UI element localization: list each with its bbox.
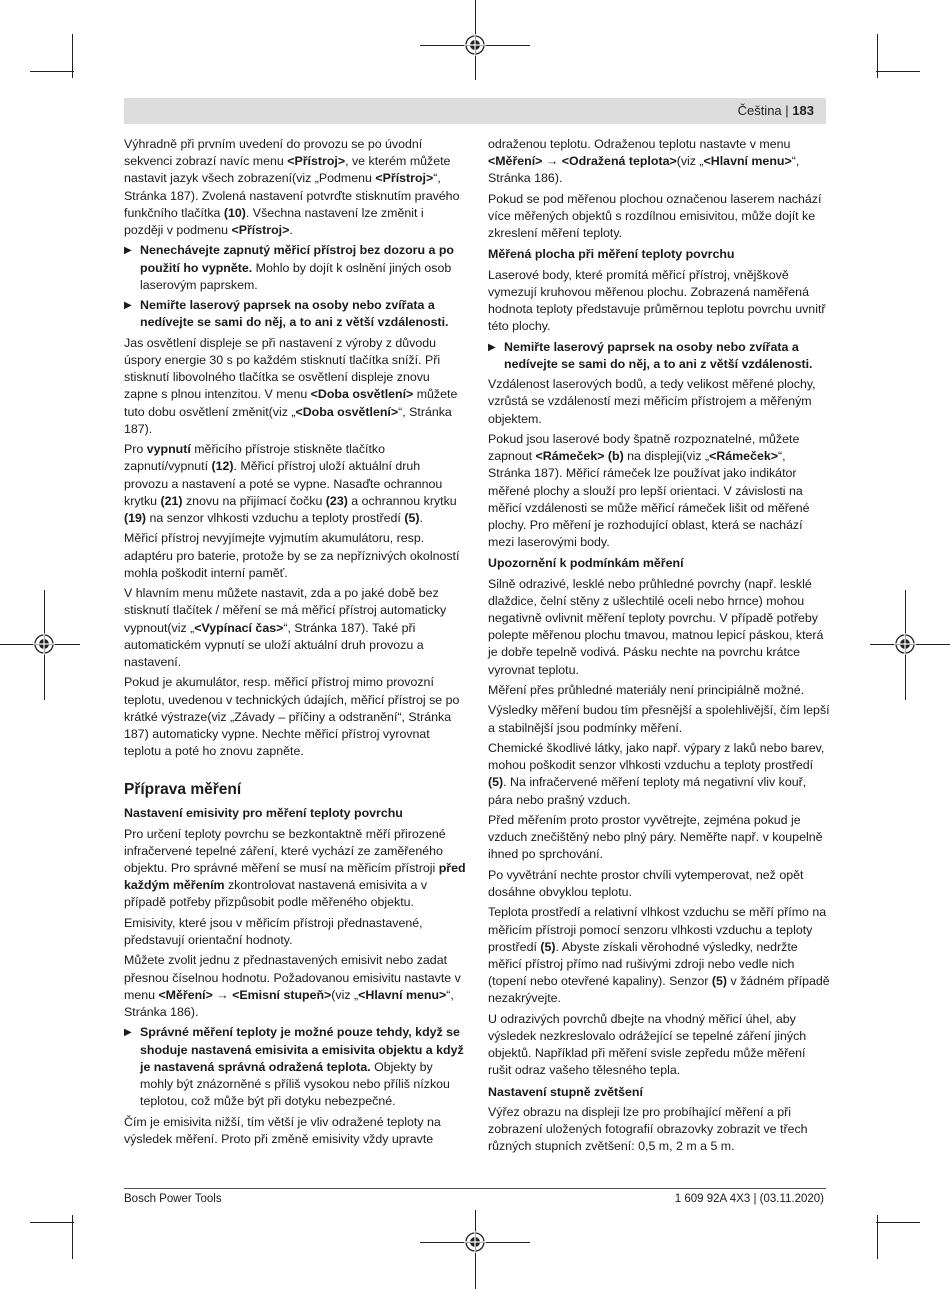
text-run: Emisivity, které jsou v měřicím přístroji přednastavené, představují orientační hodnoty. <box>124 915 423 948</box>
bold-text: Nenechávejte zapnutý měřicí přístroj bez dozoru a po použití ho vypněte. <box>140 243 454 275</box>
text-run: a ochrannou krytku <box>347 493 457 508</box>
text-run: “, Stránka 186). <box>124 987 454 1020</box>
text-run: Vzdálenost laserových bodů, a tedy velikost měřené plochy, vzrůstá se vzdáleností mezi měřicím přístrojem a měřeným objektem. <box>488 377 816 426</box>
paragraph <box>488 682 830 699</box>
text-run: Silně odrazivé, lesklé nebo průhledné povrchy (např. lesklé dlaždice, čelní stěny z ušlechtilé oceli nebo hrnce) mohou negativně ovlivnit měření teploty povrchu. V případě potřeby polepte měřenou plochu tmavou, matnou lepicí páskou, která je dobře tepelně vodivá. Pásku nechte na povrchu krátce vyrovnat teplotu. <box>488 576 824 677</box>
bold-text: <Doba osvětlení> <box>310 387 414 402</box>
text-run: Před měřením proto prostor vyvětrejte, zejména pokud je vzduch znečištěný nebo plný páry. Neměřte např. v koupelně ihned po sprchování. <box>488 813 823 862</box>
text-run: . Na infračervené měření teploty má negativní vliv kouř, pára nebo prašný vzduch. <box>488 775 807 807</box>
warning-bullet <box>124 297 466 331</box>
warning-bullet <box>488 339 830 373</box>
text-run: . Abyste získali věrohodné výsledky, nedržte měřicí přístroj přímo nad rušivými zdroji nebo vedle nich (topení nebo otevřené kapaliny). Senzor <box>488 939 798 989</box>
text-run: U odrazivých povrchů dbejte na vhodný měřicí úhel, aby výsledek nezkreslovalo odrážející se tepelné záření jiných objektů. Například při měření svisle zepředu může měření rušit odraz vašeho tělesného tepla. <box>488 1011 807 1078</box>
paragraph <box>488 267 830 336</box>
bullet-triangle-icon: ▶ <box>124 1027 132 1039</box>
text-run: Pokud se pod měřenou plochou označenou laserem nachází více měřených objektů s rozdílnou emisivitou, může dojít ke zkreslení měření teploty. <box>488 191 822 241</box>
text-run: Pokud je akumulátor, resp. měřicí přístroj mimo provozní teplotu, uvedenou v technických údajích, měřicí přístroj se po krátké výstraze(viz „Závady – příčiny a odstranění“, Stránka 187) automaticky vypne. Nechte měřicí přístroj vyrovnat teplotu a poté ho znovu zapněte. <box>124 675 460 759</box>
bold-text: <Přístroj> <box>375 171 434 186</box>
bold-text: <Vypínací čas> <box>194 620 284 635</box>
paragraph <box>488 702 830 736</box>
text-run: Po vyvětrání nechte prostor chvíli vytemperovat, než opět dosáhne obvyklou teplotu. <box>488 867 804 900</box>
text-run: Pro určení teploty povrchu se bezkontaktně měří přirozené infračervené tepelné záření, které vychází ze zaměřeného objektu. Pro správné měření se musí na měřicím přístroji <box>124 826 446 876</box>
text-run: Měřicí přístroj nevyjímejte vyjmutím akumulátoru, resp. adaptéru pro baterie, protože by se za nepříznivých okolností mohla poškodit interní paměť. <box>124 531 460 580</box>
footer-rule <box>124 1188 826 1189</box>
bold-text: (5) <box>488 775 504 790</box>
paragraph <box>488 191 830 243</box>
bold-text: (21) <box>160 493 183 508</box>
text-run: Měření přes průhledné materiály není principiálně možné. <box>488 683 805 698</box>
paragraph <box>488 904 830 1007</box>
section-heading: Příprava měření <box>124 781 242 799</box>
text-run: Jas osvětlení displeje se při nastavení z výroby z důvodu úspory energie 30 s po každém stisknutí tlačítka sníží. Při stisknutí libovolného tlačítka se osvětlení displeje znovu zapne s plnou intenzitou. V menu <box>124 335 441 402</box>
header-language: Čeština <box>737 103 782 118</box>
paragraph <box>124 952 466 1021</box>
text-run: . Měřicí přístroj uloží aktuální druh provozu a nastavení a poté se vypne. Nasaďte ochrannou krytku <box>124 459 443 508</box>
text-run: Laserové body, které promítá měřicí přístroj, vnějškově vymezují kruhovou měřenou plochu. Zobrazená naměřená hodnota teploty představuje průměrnou teplotu povrchu uvnitř této plochy. <box>488 267 826 334</box>
paragraph <box>124 136 466 239</box>
paragraph <box>488 431 830 551</box>
paragraph <box>488 376 830 428</box>
text-run: na displeji(viz „ <box>623 449 710 464</box>
paragraph <box>124 674 466 760</box>
bold-text: <Měření> <box>158 987 213 1002</box>
text-run: Výhradně při prvním uvedení do provozu se po úvodní sekvenci zobrazí navíc menu <box>124 137 423 169</box>
paragraph <box>488 576 830 679</box>
bullet-triangle-icon: ▶ <box>488 341 496 353</box>
paragraph <box>488 136 830 188</box>
text-run: Pro <box>124 442 147 457</box>
bold-text: (5) <box>540 939 556 954</box>
bold-text: (5) <box>404 511 420 526</box>
bold-text: Nemiřte laserový paprsek na osoby nebo zvířata a nedívejte se sami do něj, a to ani z větší vzdálenosti. <box>140 298 449 330</box>
bold-text: Správné měření teploty je možné pouze tehdy, když se shoduje nastavená emisivita a emisivita objektu a když je nastavená správná odražená teplota. <box>140 1025 464 1074</box>
text-run: . <box>289 223 293 238</box>
bold-text: <Emisní stupeň> <box>232 987 332 1002</box>
text-run: Mohlo by dojít k oslnění jiných osob laserovým paprskem. <box>140 260 452 292</box>
bold-text: <Odražená teplota> <box>561 154 677 169</box>
text-run: → <box>542 154 562 169</box>
text-run: Výřez obrazu na displeji lze pro probíhající měření a při zobrazení uložených fotografií obrazovky zobrazit ve třech různých stupních zvětšení: 0,5 m, 2 m a 5 m. <box>488 1104 808 1154</box>
registration-mark-icon <box>33 633 55 655</box>
subsection-heading: Měřená plocha při měření teploty povrchu <box>488 247 735 262</box>
bold-text: <Hlavní menu> <box>703 154 792 169</box>
text-run: na senzor vlhkosti vzduchu a teploty prostředí <box>146 511 405 526</box>
paragraph <box>124 915 466 949</box>
text-run: Objekty by mohly být znázorněné s příliš vysokou nebo příliš nízkou teplotou, což může být při dotyku nebezpečné. <box>140 1059 450 1109</box>
bold-text: (12) <box>211 459 234 474</box>
bold-text: <Přístroj> <box>287 154 346 169</box>
bold-text: vypnutí <box>146 442 191 457</box>
text-run: (viz „ <box>331 987 359 1002</box>
text-run: Teplota prostředí a relativní vlhkost vzduchu se měří přímo na měřicím přístroji pomocí senzoru vlhkosti vzduchu a teploty prostředí <box>488 905 827 954</box>
bold-text: Nemiřte laserový paprsek na osoby nebo zvířata a nedívejte se sami do něj, a to ani z větší vzdálenosti. <box>504 339 813 371</box>
paragraph <box>124 826 466 912</box>
crop-mark <box>876 71 920 72</box>
registration-mark-icon <box>464 34 486 56</box>
paragraph <box>488 867 830 901</box>
crop-mark <box>876 1222 920 1223</box>
text-run: znovu na přijímací čočku <box>182 493 326 508</box>
page-header-bar <box>124 98 826 124</box>
right-column <box>488 136 830 1159</box>
text-run: měřicího přístroje stiskněte tlačítko zapnutí/vypnutí <box>124 442 385 474</box>
text-run: Čím je emisivita nižší, tím větší je vliv odražené teploty na výsledek měření. Proto při změně emisivity vždy upravte <box>124 1114 441 1146</box>
paragraph <box>488 1104 830 1156</box>
registration-mark-icon <box>894 633 916 655</box>
paragraph <box>124 335 466 438</box>
text-run: Můžete zvolit jednu z přednastavených emisivit nebo zadat přesnou číselnou hodnotu. Požadovanou emisivitu nastavte v menu <box>124 953 461 1002</box>
text-run: “, Stránka 187). <box>124 404 452 436</box>
text-run: v žádném případě nezakrývejte. <box>488 974 830 1006</box>
text-run: odraženou teplotu. Odraženou teplotu nastavte v menu <box>488 137 791 151</box>
bold-text: <Doba osvětlení> <box>295 404 399 419</box>
left-column <box>124 136 466 1151</box>
header-separator: | <box>785 103 789 118</box>
text-run: . <box>419 511 423 526</box>
page-number: 183 <box>792 103 814 118</box>
text-run: Pokud jsou laserové body špatně rozpoznatelné, můžete zapnout <box>488 432 800 464</box>
bold-text: <Přístroj> <box>231 223 290 238</box>
text-run: . Všechna nastavení lze změnit i později v podmenu <box>124 205 424 238</box>
crop-mark <box>30 71 74 72</box>
footer-brand: Bosch Power Tools <box>124 1193 222 1205</box>
bold-text: (5) <box>711 974 728 989</box>
bold-text: <Rámeček> (b) <box>535 449 624 464</box>
warning-bullet <box>124 1024 466 1110</box>
bullet-triangle-icon: ▶ <box>124 300 132 312</box>
text-run: Výsledky měření budou tím přesnější a spolehlivější, čím lepší a stabilnější jsou podmínky měření. <box>488 703 830 735</box>
text-run: “, Stránka 186). <box>488 154 800 186</box>
registration-mark-icon <box>464 1231 486 1253</box>
footer-doc-id: 1 609 92A 4X3 | (03.11.2020) <box>674 1193 824 1205</box>
bold-text: (10) <box>223 205 246 220</box>
paragraph <box>124 441 466 527</box>
text-run: “, Stránka 187). Také při automatickém vypnutí se uloží aktuální druh provozu a nastavení. <box>124 620 424 670</box>
warning-bullet <box>124 242 466 294</box>
text-run: , ve kterém můžete nastavit jazyk všech zobrazení(viz „Podmenu <box>124 154 451 186</box>
paragraph <box>124 530 466 582</box>
text-run: můžete tuto dobu osvětlení změnit(viz „ <box>124 387 458 419</box>
bold-text: <Hlavní menu> <box>358 987 447 1002</box>
paragraph <box>488 1011 830 1080</box>
paragraph <box>124 1114 466 1148</box>
paragraph <box>488 740 830 809</box>
bold-text: <Rámeček> <box>709 449 778 464</box>
subsection-heading: Upozornění k podmínkám měření <box>488 556 684 571</box>
subsection-heading: Nastavení emisivity pro měření teploty povrchu <box>124 806 403 821</box>
text-run: “, Stránka 187). Měřicí rámeček lze používat jako indikátor měřené plochy a slouží pro lepší orientaci. V závislosti na měřicí vzdálenosti se může měřicí rámeček lišit od měřené plochy. Pro měření je rozhodující oblast, která se nachází mezi laserovými body. <box>488 449 810 550</box>
paragraph <box>488 812 830 864</box>
text-run: “, Stránka 187). Zvolená nastavení potvrďte stisknutím pravého funkčního tlačítka <box>124 171 460 220</box>
text-run: V hlavním menu můžete nastavit, zda a po jaké době bez stisknutí tlačítek / měření se má měřicí přístroj automaticky vypnout(viz „ <box>124 586 447 635</box>
crop-mark <box>30 1222 74 1223</box>
paragraph <box>124 585 466 671</box>
text-run: Chemické škodlivé látky, jako např. výpary z laků nebo barev, mohou poškodit senzor vlhkosti vzduchu a teploty prostředí <box>488 741 825 773</box>
text-run: → <box>212 987 233 1002</box>
page-header <box>738 103 814 119</box>
text-run: zkontrolovat nastavená emisivita a v případě potřeby přizpůsobit podle měřeného objektu. <box>124 878 428 910</box>
bullet-triangle-icon: ▶ <box>124 245 132 257</box>
bold-text: (23) <box>325 493 348 508</box>
subsection-heading: Nastavení stupně zvětšení <box>488 1084 643 1099</box>
bold-text: (19) <box>124 511 147 526</box>
bold-text: před každým měřením <box>124 861 466 893</box>
text-run: (viz „ <box>676 154 704 169</box>
bold-text: <Měření> <box>488 154 543 169</box>
